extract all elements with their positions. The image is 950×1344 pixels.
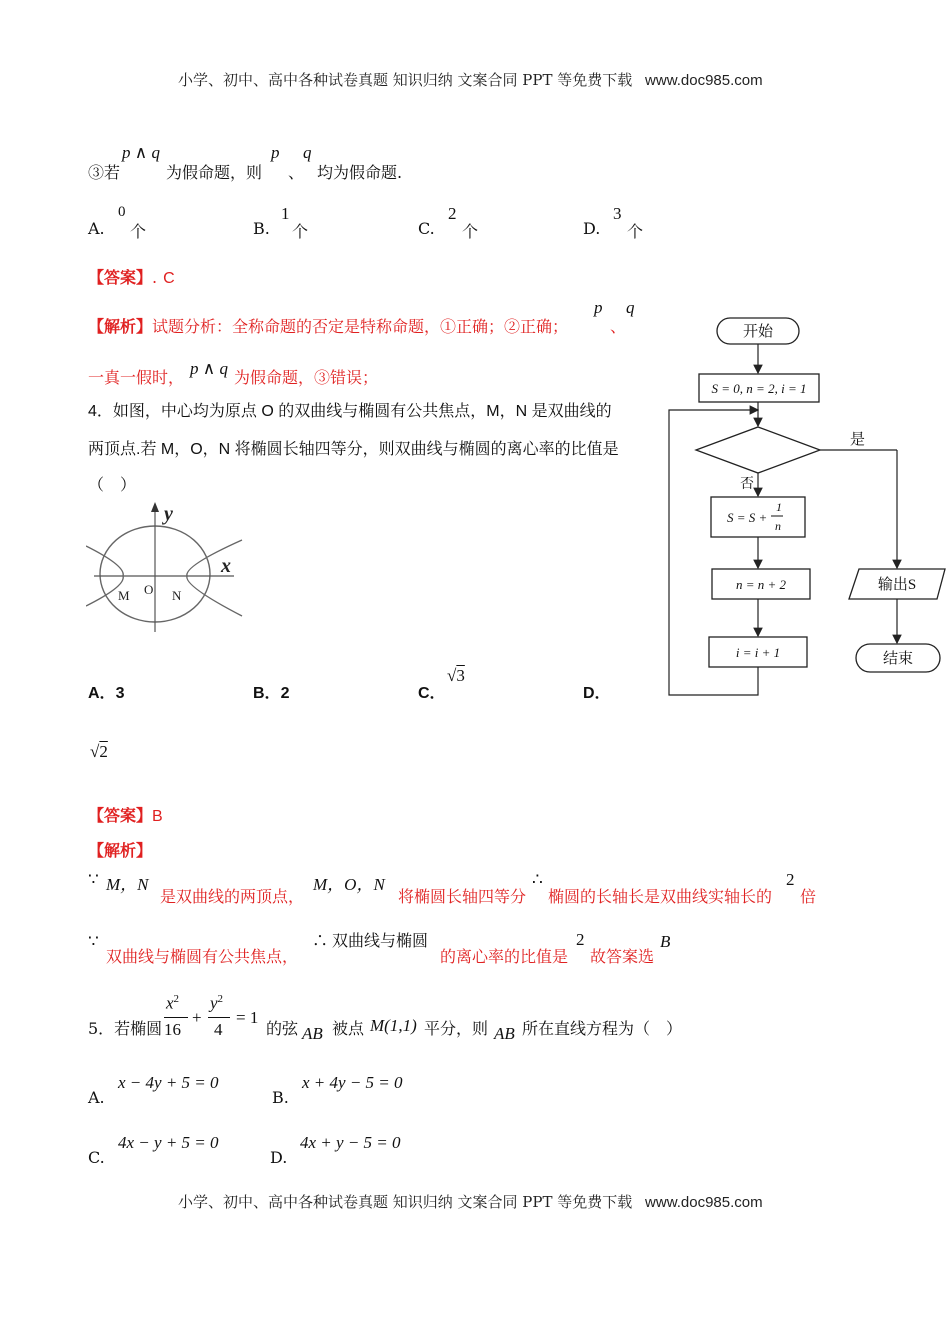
q3-answer-sep: .	[152, 268, 158, 287]
flow-i-update-label: i = i + 1	[735, 645, 781, 660]
q4-line2: 两顶点.若 M，O，N 将椭圆长轴四等分，则双曲线与椭圆的离心率的比值是	[88, 441, 619, 458]
q3-answer	[88, 265, 175, 288]
q4-analysis-tag: 【解析】	[88, 841, 153, 860]
q5-frac2-den: 4	[214, 1020, 223, 1039]
q4-analysis-mn: M，N	[106, 875, 149, 894]
q4-because-2: ∵	[88, 932, 99, 951]
q3-analysis-sep: 、	[610, 317, 627, 336]
flow-yes-label: 是	[850, 432, 866, 448]
q4-analysis-t3: 椭圆的长轴长是双曲线实轴长的	[548, 887, 773, 906]
q5-m: M(1,1)	[370, 1016, 417, 1035]
q4-option-c-sqrt: √3	[447, 666, 465, 685]
q4-option-c-value: 3	[456, 666, 465, 685]
q5-x: x	[166, 993, 174, 1013]
q5-ab2: AB	[494, 1024, 515, 1043]
flow-frac-num: 1	[776, 500, 782, 514]
q5-frac1-num	[166, 993, 179, 1014]
flow-no-label: 否	[740, 477, 754, 492]
q4-option-d-sqrt: √2	[90, 742, 108, 761]
q4-analysis-t2: 将椭圆长轴四等分	[398, 887, 527, 906]
q4-paren: （ ）	[88, 475, 137, 494]
q4-option-b-value: 2	[280, 685, 290, 702]
q3-option-b-label: B.	[253, 219, 270, 238]
flowchart	[665, 312, 947, 700]
q5-option-c-eq: 4x − y + 5 = 0	[118, 1133, 219, 1152]
q5-t2: 被点	[332, 1019, 365, 1038]
q3-option-d-label: D.	[583, 219, 601, 238]
q4-option-a	[88, 680, 124, 703]
q4-because-1: ∵	[88, 870, 99, 889]
flow-init-label: S = 0, n = 2, i = 1	[711, 381, 807, 396]
q3-analysis-q: q	[626, 298, 635, 317]
n-label: N	[172, 588, 182, 603]
q4-option-b-label: B．	[253, 685, 281, 702]
q5-option-d-label: D.	[270, 1148, 288, 1167]
q4-option-d-value: 2	[99, 742, 108, 761]
hyperbola-right-branch	[187, 540, 242, 616]
q4-analysis-t5: 双曲线与椭圆有公共焦点，	[106, 947, 299, 966]
q4-option-a-value: 3	[115, 685, 125, 702]
q3-analysis-p: p	[594, 298, 603, 317]
q5-option-b-eq: x + 4y − 5 = 0	[302, 1073, 403, 1092]
q5-option-b-label: B.	[272, 1088, 289, 1107]
q3-option-c-value: 2	[448, 204, 457, 223]
q5-t4: 所在直线方程为（ ）	[522, 1019, 683, 1038]
q5-sup-b: 2	[217, 993, 224, 1005]
q3-stmt-num: ③若	[88, 163, 121, 182]
q3-option-c-unit: 个	[462, 222, 479, 241]
q5-option-c-label: C.	[88, 1148, 105, 1167]
flow-n-update-label: n = n + 2	[735, 577, 787, 592]
q4-line1: 4．如图，中心均为原点 O 的双曲线与椭圆有公共焦点，M，N 是双曲线的	[88, 403, 612, 420]
footer-url: www.doc985.com	[645, 1194, 763, 1211]
q4-answer-value: B	[152, 808, 163, 825]
q3-option-a-unit: 个	[130, 222, 147, 241]
flow-frac-den: n	[775, 519, 781, 533]
q4-answer-tag: 【答案】	[88, 806, 153, 825]
q4-answer	[88, 803, 163, 826]
q3-stmt-end: 均为假命题.	[317, 163, 403, 182]
q3-option-a-label: A.	[88, 219, 105, 238]
q3-stmt-pq: p ∧ q	[122, 143, 160, 162]
q4-analysis-two1: 2	[786, 870, 795, 889]
q5-eq1: = 1	[236, 1008, 259, 1027]
q5-option-a-eq: x − 4y + 5 = 0	[118, 1073, 219, 1092]
q5-t3: 平分，则	[424, 1019, 489, 1038]
page-footer	[178, 1191, 763, 1212]
q4-analysis-mon: M，O，N	[313, 875, 385, 894]
q3-option-c-label: C.	[418, 219, 435, 238]
q4-analysis-t6: ∴ 双曲线与椭圆	[312, 933, 429, 950]
q3-analysis-text1: 试题分析：全称命题的否定是特称命题，①正确；②正确；	[152, 317, 569, 336]
origin-label: O	[144, 582, 154, 597]
q3-option-a-value: 0	[118, 204, 126, 220]
q5-t1: 的弦	[266, 1019, 299, 1038]
q5-option-a-label: A.	[88, 1088, 105, 1107]
q4-analysis-t7: 的离心率的比值是	[440, 947, 569, 966]
q4-analysis-b: B	[660, 932, 671, 951]
q3-stmt-mid: 为假命题，则	[166, 163, 263, 182]
q3-analysis-pq: p ∧ q	[190, 359, 228, 378]
flow-output-label: 输出S	[877, 577, 917, 593]
q3-option-b-unit: 个	[292, 222, 309, 241]
y-arrow-icon	[151, 502, 159, 512]
q3-option-d-value: 3	[613, 204, 622, 223]
q4-option-a-label: A．	[88, 685, 116, 702]
q3-analysis-line1	[88, 314, 568, 337]
q3-answer-value: C	[163, 270, 175, 287]
q5-prefix: 5．若椭圆	[88, 1019, 163, 1038]
flow-condition-node	[696, 427, 820, 473]
q5-frac2-bar	[208, 1017, 230, 1018]
q3-option-d-unit: 个	[627, 222, 644, 241]
q4-analysis-t1: 是双曲线的两顶点，	[160, 887, 305, 906]
q5-y: y	[210, 993, 218, 1013]
q4-option-c-label: C．	[418, 685, 446, 702]
flow-start-label: 开始	[742, 324, 774, 340]
q5-frac1-den: 16	[164, 1020, 181, 1039]
footer-text: 小学、初中、高中各种试卷真题 知识归纳 文案合同 PPT 等免费下载	[178, 1193, 633, 1211]
q5-frac1-bar	[164, 1017, 188, 1018]
header-url: www.doc985.com	[645, 72, 763, 89]
q5-plus: +	[192, 1008, 202, 1027]
y-label: y	[164, 503, 173, 525]
q3-analysis-tag: 【解析】	[88, 317, 153, 336]
q3-option-b-value: 1	[281, 204, 290, 223]
q4-analysis-two2: 2	[576, 930, 585, 949]
q4-analysis-t4: 倍	[800, 887, 817, 906]
q5-ab: AB	[302, 1024, 323, 1043]
flow-end-label: 结束	[882, 651, 914, 667]
page-header	[178, 69, 763, 90]
q5-frac2-num	[210, 993, 223, 1014]
m-label: M	[118, 588, 130, 603]
q5-sup-a: 2	[173, 993, 180, 1005]
x-label: x	[221, 555, 231, 577]
q3-analysis-line2a: 一真一假时，	[88, 368, 185, 387]
q5-option-d-eq: 4x + y − 5 = 0	[300, 1133, 401, 1152]
header-text: 小学、初中、高中各种试卷真题 知识归纳 文案合同 PPT 等免费下载	[178, 71, 633, 89]
q4-option-d-label: D．	[583, 685, 611, 702]
q4-option-b	[253, 680, 289, 703]
q3-analysis-line2b: 为假命题，③错误；	[234, 368, 379, 387]
flow-s-update-label: S = S +	[727, 510, 768, 525]
q3-stmt-q: q	[303, 143, 312, 162]
q4-therefore-1: ∴	[532, 870, 543, 889]
q4-figure	[86, 498, 244, 634]
q3-answer-tag: 【答案】	[88, 268, 153, 287]
q3-stmt-sep: 、	[288, 163, 305, 182]
q4-analysis-t8: 故答案选	[590, 947, 655, 966]
q3-stmt-p: p	[271, 143, 280, 162]
